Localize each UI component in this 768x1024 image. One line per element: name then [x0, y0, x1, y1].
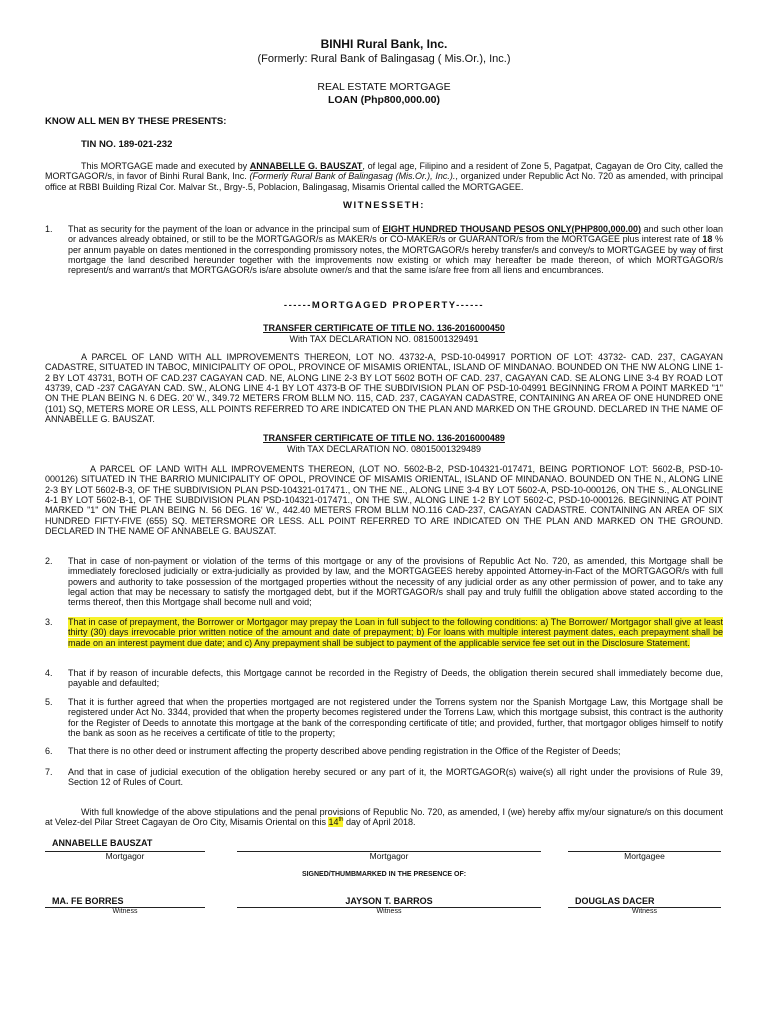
item-number: 5. [45, 697, 53, 707]
item-1-text: That as security for the payment of the loan or advance in the principal sum of EIGHT HUNDRED THOUSAND PESOS ONLY(PHP800,000.00) and such other loan or advances already obtained, or still to be the MORTGAGOR/s as MAKER/s or CO-MAKER/s or GUARANTOR/s from the MORTGAGEE plus interest rate of 18 % per annum payable on dates mentioned in the corresponding promissory notes, the MORTGAGOR/s hereby transfer/s and convey/s to MORTGAGEE by way of first mortgage the land described hereunder together with the improvements now existing or which may hereafter be made thereon, of which MORTGAGOR/s represent/s and warrant/s that MORTGAGOR/s is/are absolute owner/s and that the same is/are free from all liens and encumbrances. [68, 224, 723, 276]
interest-rate: 18 [702, 234, 713, 245]
item-number: 6. [45, 746, 53, 756]
mortgagor-1-role: Mortgagor [105, 851, 145, 861]
mortgagor-2-role: Mortgagor [369, 851, 409, 861]
witnesseth-heading: WITNESSETH: [343, 200, 425, 211]
signing-day: 14th [328, 817, 344, 828]
bank-name: BINHI Rural Bank, Inc. [320, 37, 448, 51]
mortgagor-1-name: ANNABELLE BAUSZAT [52, 838, 153, 848]
item-7-text: And that in case of judicial execution of the obligation hereby secured or any part of it, the MORTGAGOR(s) waive(s) all right under the provisions of Rule 39, Section 12 of Rules of Court. [68, 767, 723, 788]
witness-1-role: Witness [112, 908, 138, 915]
witness-3-name: DOUGLAS DACER [575, 896, 655, 906]
witness-2-name: JAYSON T. BARROS [345, 896, 433, 906]
mortgaged-property-heading: ------MORTGAGED PROPERTY------ [283, 300, 485, 311]
closing-paragraph: With full knowledge of the above stipulations and the penal provisions of Republic No. 720, as amended, I (we) hereby affix my/our signature/s on this document at Velez-del Pilar Street Cagayan de Oro City, Misamis Oriental on this 14th day of April 2018. [45, 807, 723, 828]
highlighted-text: That in case of prepayment, the Borrower or Mortgagor may prepay the Loan in full subject to the following conditions: a) The Borrower/ Mortgagor shall give at least thirty (30) days irrevocable prior written notice of the amount and date of prepayment; b) For loans with multiple interest payment dates, each prepayment shall be made on an interest payment due date; and c) Any prepayment shall be subject to payment of the applicable service fee set out in the Disclosure Statement. [68, 617, 723, 648]
item-number: 1. [45, 224, 53, 234]
property-2-description: A PARCEL OF LAND WITH ALL IMPROVEMENTS THEREON, (LOT NO. 5602-B-2, PSD-104321-017471, BEING PORTIONOF LOT: 5602-B, PSD-10-000126) SITUATED IN THE BARRIO MUNICIPALITY OF OPOL, PROVINCE OF MISAMIS ORIENTAL, ISLAND OF MINDANAO. BOUNDED ON THE N., ALONG LINE 2-3 BY LOT 5602-B-3, OF THE SUBDIVISION PLAN PSD-104321-017471., ON THE NE., ALONG LINE 3-4 BY LOT 5602-A, PSD-10-000126, ON THE S., ALONGLINE 4-1 BY LOT 5602-B-1, OF THE SUBDIVISION PLAN PSD-104321-017471., ON THE SW., ALONG LINE 1-2 BY LOT 5602-C, PSD-10-000126. BEGINNING AT POINT MARKED "1" ON THE PLAN BEING N. 56 DEG. 16' W., 442.40 METERS FROM BLLM NO.116 CAD-237, CAGAYAN CADASTRE. CONTAINING AN AREA OF SIX HUNDRED FIFTY-FIVE (655) SQ. METERSMORE OR LESS. ALL POINT REFERRED TO ARE INDICATED ON THE PLAN AND MARKED ON THE GROUND. DECLARED IN THE NAME OF ANNABELE G. BAUSZAT. [45, 464, 723, 537]
item-5-text: That it is further agreed that when the properties mortgaged are not registered under the Torrens system nor the Spanish Mortgage Law, this Mortgage shall be registered under Act No. 3344, provided that when the property becomes registered under the Torrens Law, which this mortgage subsist, this contract is the authority for the Register of Deeds to annotate this mortgage at the bank of the corresponding certificate of title; and provided, further, that mortgagor obliges himself to notify the bank as soon as he receives a certificate of title to the property; [68, 697, 723, 739]
mortgagee-role: Mortgagee [624, 851, 665, 861]
intro-paragraph: This MORTGAGE made and executed by ANNABELLE G. BAUSZAT, of legal age, Filipino and a resident of Zone 5, Pagatpat, Cagayan de Oro City, called the MORTGAGOR/s, in favor of Binhi Rural Bank, Inc. (Formerly Rural Bank of Balingasag (Mis.Or.), Inc.)., organized under Republic Act No. 720 as amended, with principal office at RBBI Building Rizal Cor. Malvar St., Brgy-.5, Poblacion, Balingasag, Misamis Oriental called the MORTGAGEE. [45, 161, 723, 192]
item-number: 4. [45, 668, 53, 678]
principal-sum: EIGHT HUNDRED THOUSAND PESOS ONLY(PHP800,000.00) [382, 224, 642, 234]
witness-2-role: Witness [376, 908, 402, 915]
bank-formerly: (Formerly: Rural Bank of Balingasag ( Mis.Or.), Inc.) [257, 53, 511, 65]
item-number: 2. [45, 556, 53, 566]
tin-number: TIN NO. 189-021-232 [81, 139, 173, 150]
item-number: 7. [45, 767, 53, 777]
item-4-text: That if by reason of incurable defects, this Mortgage cannot be recorded in the Registry of Deeds, the obligation therein secured shall immediately become due, payable and defaulted; [68, 668, 723, 689]
tax-declaration-2: With TAX DECLARATION NO. 08015001329489 [286, 444, 482, 454]
property-1-description: A PARCEL OF LAND WITH ALL IMPROVEMENTS THEREON, LOT NO. 43732-A, PSD-10-049917 PORTION OF LOT: 43732- CAD. 237, CAGAYAN CADASTRE, SITUATED IN TABOC, MINICIPALITY OF OPOL, PROVINCE OF MISAMIS ORIENTAL, ISLAND OF MINDANAO. BOUNDED ON THE NW ALONG LINE 1-2 BY LOT 43731, BOTH OF CAD.237 CAGAYAN CAD. NE, ALONG LINE 2-3 BY LOT 5602 BOTH OF CAD. 237, CAGAYAN CAD. SE ALONG LINE 3-4 BY ROAD LOT 43739, CAD -237 CAGAYAN CAD. SW., ALONG LINE 4-1 BY LOT 4373-B OF THE SUBDIVISION PLAN OF PSD-10-04991 BEGINNING FROM A POINT MARKED "1" ON THE PLAN BEING N. 6 DEG. 20' W., 349.72 METERS FROM BLLM NO. 115, CAD. 237, CAGAYAN CADASTRE, CONTAINING AN AREA OF ONE HUNDRED ONE (101) SQ, METERS MORE OR LESS, ALL POINTS REFERRED TO ARE INDICATED ON THE PLAN AND MARKED ON THE GROUND. DECLARED IN THE NAME OF ANNABELLE G. BAUSZAT. [45, 352, 723, 425]
document-type: REAL ESTATE MORTGAGE [317, 81, 451, 93]
item-2-text: That in case of non-payment or violation of the terms of this mortgage or any of the provisions of Republic Act No. 720, as amended, this Mortgage shall be immediately foreclosed judicially or extra-judicially as provided by law, and the MORTGAGEES hereby appointed Attorney-in-Fact of the MORTGAGOR/s with full powers and authority to take possession of the mortgaged properties without the necessity of any judicial order as any other permission of power, and to take any legal action that may be necessary to satisfy the mortgaged debt, but if the MORTGAGOR/s shall pay and truly fulfill the obligation above stated according to the terms thereof, then this Mortgage shall become null and void; [68, 556, 723, 608]
item-3-text [68, 617, 723, 648]
mortgagor-name: ANNABELLE G. BAUSZAT [249, 161, 363, 171]
item-6-text: That there is no other deed or instrument affecting the property described above pending registration in the Office of the Register of Deeds; [68, 746, 621, 756]
witness-1-name: MA. FE BORRES [52, 896, 124, 906]
item-number: 3. [45, 617, 53, 627]
know-all-men: KNOW ALL MEN BY THESE PRESENTS: [45, 116, 227, 127]
tax-declaration-1: With TAX DECLARATION NO. 0815001329491 [289, 334, 479, 344]
tct-2: TRANSFER CERTIFICATE OF TITLE NO. 136-2016000489 [263, 433, 505, 443]
loan-amount-title: LOAN (Php800,000.00) [327, 94, 441, 106]
presence-label: SIGNED/THUMBMARKED IN THE PRESENCE OF: [301, 871, 467, 878]
tct-1: TRANSFER CERTIFICATE OF TITLE NO. 136-2016000450 [263, 323, 505, 333]
witness-3-role: Witness [632, 908, 657, 915]
formerly-name: (Formerly Rural Bank of Balingasag (Mis.Or.), Inc.). [249, 171, 456, 182]
